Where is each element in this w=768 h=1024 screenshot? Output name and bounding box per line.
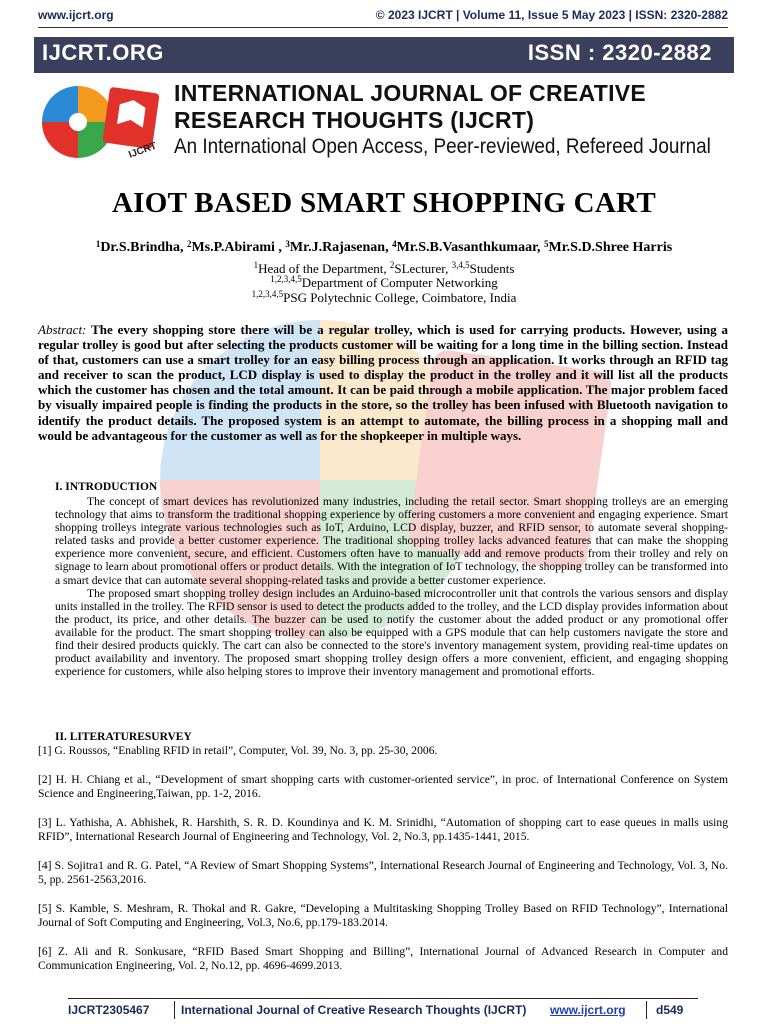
reference-item: [6] Z. Ali and R. Sonkusare, “RFID Based Smart Shopping and Billing”, International Journal of Advanced Research in Computer and Communication Engineering, Vol. 2, No.12, pp. 4696-4699.2013. [38, 945, 728, 972]
author: $^2$Ms.P.Abirami , [186, 239, 286, 255]
footer-page-number: d549 [656, 1003, 684, 1017]
journal-title-line2: RESEARCH THOUGHTS (IJCRT) [174, 107, 535, 133]
affiliation-roles: $^1$Head of the Department, $^2$SLecturer, $^{3,4,5}$Students [253, 260, 515, 276]
intro-paragraph: The concept of smart devices has revolutionized many industries, including the retail sector. Smart shopping trolleys are an emerging technology that aims to transform the traditional shopping experience by offering customers a more convenient and engaging experience. Smart shopping trolleys integrate various technologies such as IoT, Arduino, LCD display, buzzer, and RFID sensor, to automate several shopping-related tasks and provide a better customer experience. The traditional shopping trolley lacks advanced features that can make the shopping experience more convenient, secure, and efficient. Customers often have to manually add and remove products from their trolley and rely on signage to learn about promotional offers or product details. With the integration of IoT technology, the shopping trolley can be transformed into a smart device that can automate several shopping-related tasks and provide a better customer experience. [55, 495, 728, 587]
author-list [0, 240, 768, 256]
reference-list [38, 744, 728, 988]
paper-title: AIOT BASED SMART SHOPPING CART [111, 187, 657, 219]
author: $^5$Mr.S.D.Shree Harris [544, 239, 673, 255]
header-website[interactable]: www.ijcrt.org [38, 8, 114, 22]
reference-item: [3] L. Yathisha, A. Abhishek, R. Harshith, S. R. D. Koundinya and K. M. Srinidhi, “Automation of shopping cart to ease queues in malls using RFID”, International Research Journal of Engineering and Technology, Vol. 2, No.3, pp.1435-1441, 2015. [38, 816, 728, 843]
abstract [38, 322, 728, 443]
ijcrt-logo-icon [38, 80, 166, 164]
header-divider [38, 27, 728, 28]
intro-paragraph: The proposed smart shopping trolley design includes an Arduino-based microcontroller unit that controls the various sensors and display units installed in the trolley. The RFID sensor is used to detect the products added to the trolley, and the LCD display provides information about the product, its price, and other details. The buzzer can be used to notify the customer about the added product or any promotional offer available for the product. The smart shopping trolley can also be equipped with a GPS module that can help customers navigate the store and find their desired products quickly. The cart can also be connected to the store's inventory management system, providing real-time updates on product availability and inventory. The proposed smart shopping trolley design offers a more convenient, efficient, and engaging shopping experience for customers, while also helping stores to improve their inventory management and promotional efforts. [55, 586, 728, 679]
reference-item: [1] G. Roussos, “Enabling RFID in retail”, Computer, Vol. 39, No. 3, pp. 25-30, 2006. [38, 744, 438, 757]
journal-subtitle: An International Open Access, Peer-reviewed, Refereed Journal [174, 135, 711, 158]
banner-site: IJCRT.ORG [42, 40, 164, 65]
author: $^1$Dr.S.Brindha, [95, 239, 187, 255]
reference-item: [5] S. Kamble, S. Meshram, R. Thokal and R. Gakre, “Developing a Multitasking Shopping Trolley Based on RFID Technology”, International Journal of Soft Computing and Engineering, Vol.3, No.6, pp.179-183.2014. [38, 902, 728, 929]
author: $^3$Mr.J.Rajasenan, [285, 239, 393, 255]
footer-separator [646, 1001, 647, 1019]
reference-item: [4] S. Sojitra1 and R. G. Patel, “A Review of Smart Shopping Systems”, International Research Journal of Engineering and Technology, Vol. 3, No. 5, pp. 2561-2563,2016. [38, 859, 728, 886]
section-heading-literature-survey: II. LITERATURESURVEY [55, 731, 192, 743]
logo-text: IJCRT [127, 140, 159, 161]
reference-item: [2] H. H. Chiang et al., “Development of smart shopping carts with customer-oriented service”, in proc. of International Conference on System Science and Engineering,Taiwan, pp. 1-2, 2016. [38, 773, 728, 800]
footer-divider [68, 998, 698, 999]
abstract-label: Abstract: [38, 322, 87, 337]
affiliation-department: $^{1,2,3,4,5}$Department of Computer Networking [270, 274, 498, 290]
affiliation-institution: $^{1,2,3,4,5}$PSG Polytechnic College, Coimbatore, India [251, 289, 517, 305]
author: $^4$Mr.S.B.Vasanthkumaar, [392, 239, 545, 255]
abstract-text: The every shopping store there will be a regular trolley, which is used for carrying products. However, using a regular trolley is good but after selecting the products customer will be waiting for a long time in the billing section. Instead of that, customers can use a smart trolley for an easy billing process through an application. It works through an RFID tag and receiver to scan the product, LCD display is used to display the product in the trolley and it will list all the products which the customer has chosen and the total amount. It can be paid through a mobile application. The major problem faced by visually impaired people is finding the products in the store, so the trolley has been infused with Bluetooth navigation to identify the product details. The proposed system is an attempt to automate, the billing process in a shopping mall and would be advantageous for the customer as well as for the shopkeeper in multiple ways. [38, 322, 728, 443]
footer-journal: International Journal of Creative Research Thoughts (IJCRT) [181, 1003, 527, 1017]
section-heading-introduction: I. INTRODUCTION [55, 481, 158, 493]
header-issue-info: © 2023 IJCRT | Volume 11, Issue 5 May 2023 | ISSN: 2320-2882 [375, 8, 728, 22]
footer-url-link[interactable]: www.ijcrt.org [550, 1003, 626, 1017]
footer-separator [174, 1001, 175, 1019]
introduction-body [55, 495, 728, 678]
journal-title-line1: INTERNATIONAL JOURNAL OF CREATIVE [174, 80, 647, 106]
journal-banner [34, 37, 734, 73]
page-header [38, 8, 728, 26]
footer-paper-id: IJCRT2305467 [68, 1003, 150, 1017]
banner-issn: ISSN : 2320-2882 [527, 40, 712, 65]
journal-title [174, 80, 734, 134]
page-footer [68, 1001, 698, 1019]
